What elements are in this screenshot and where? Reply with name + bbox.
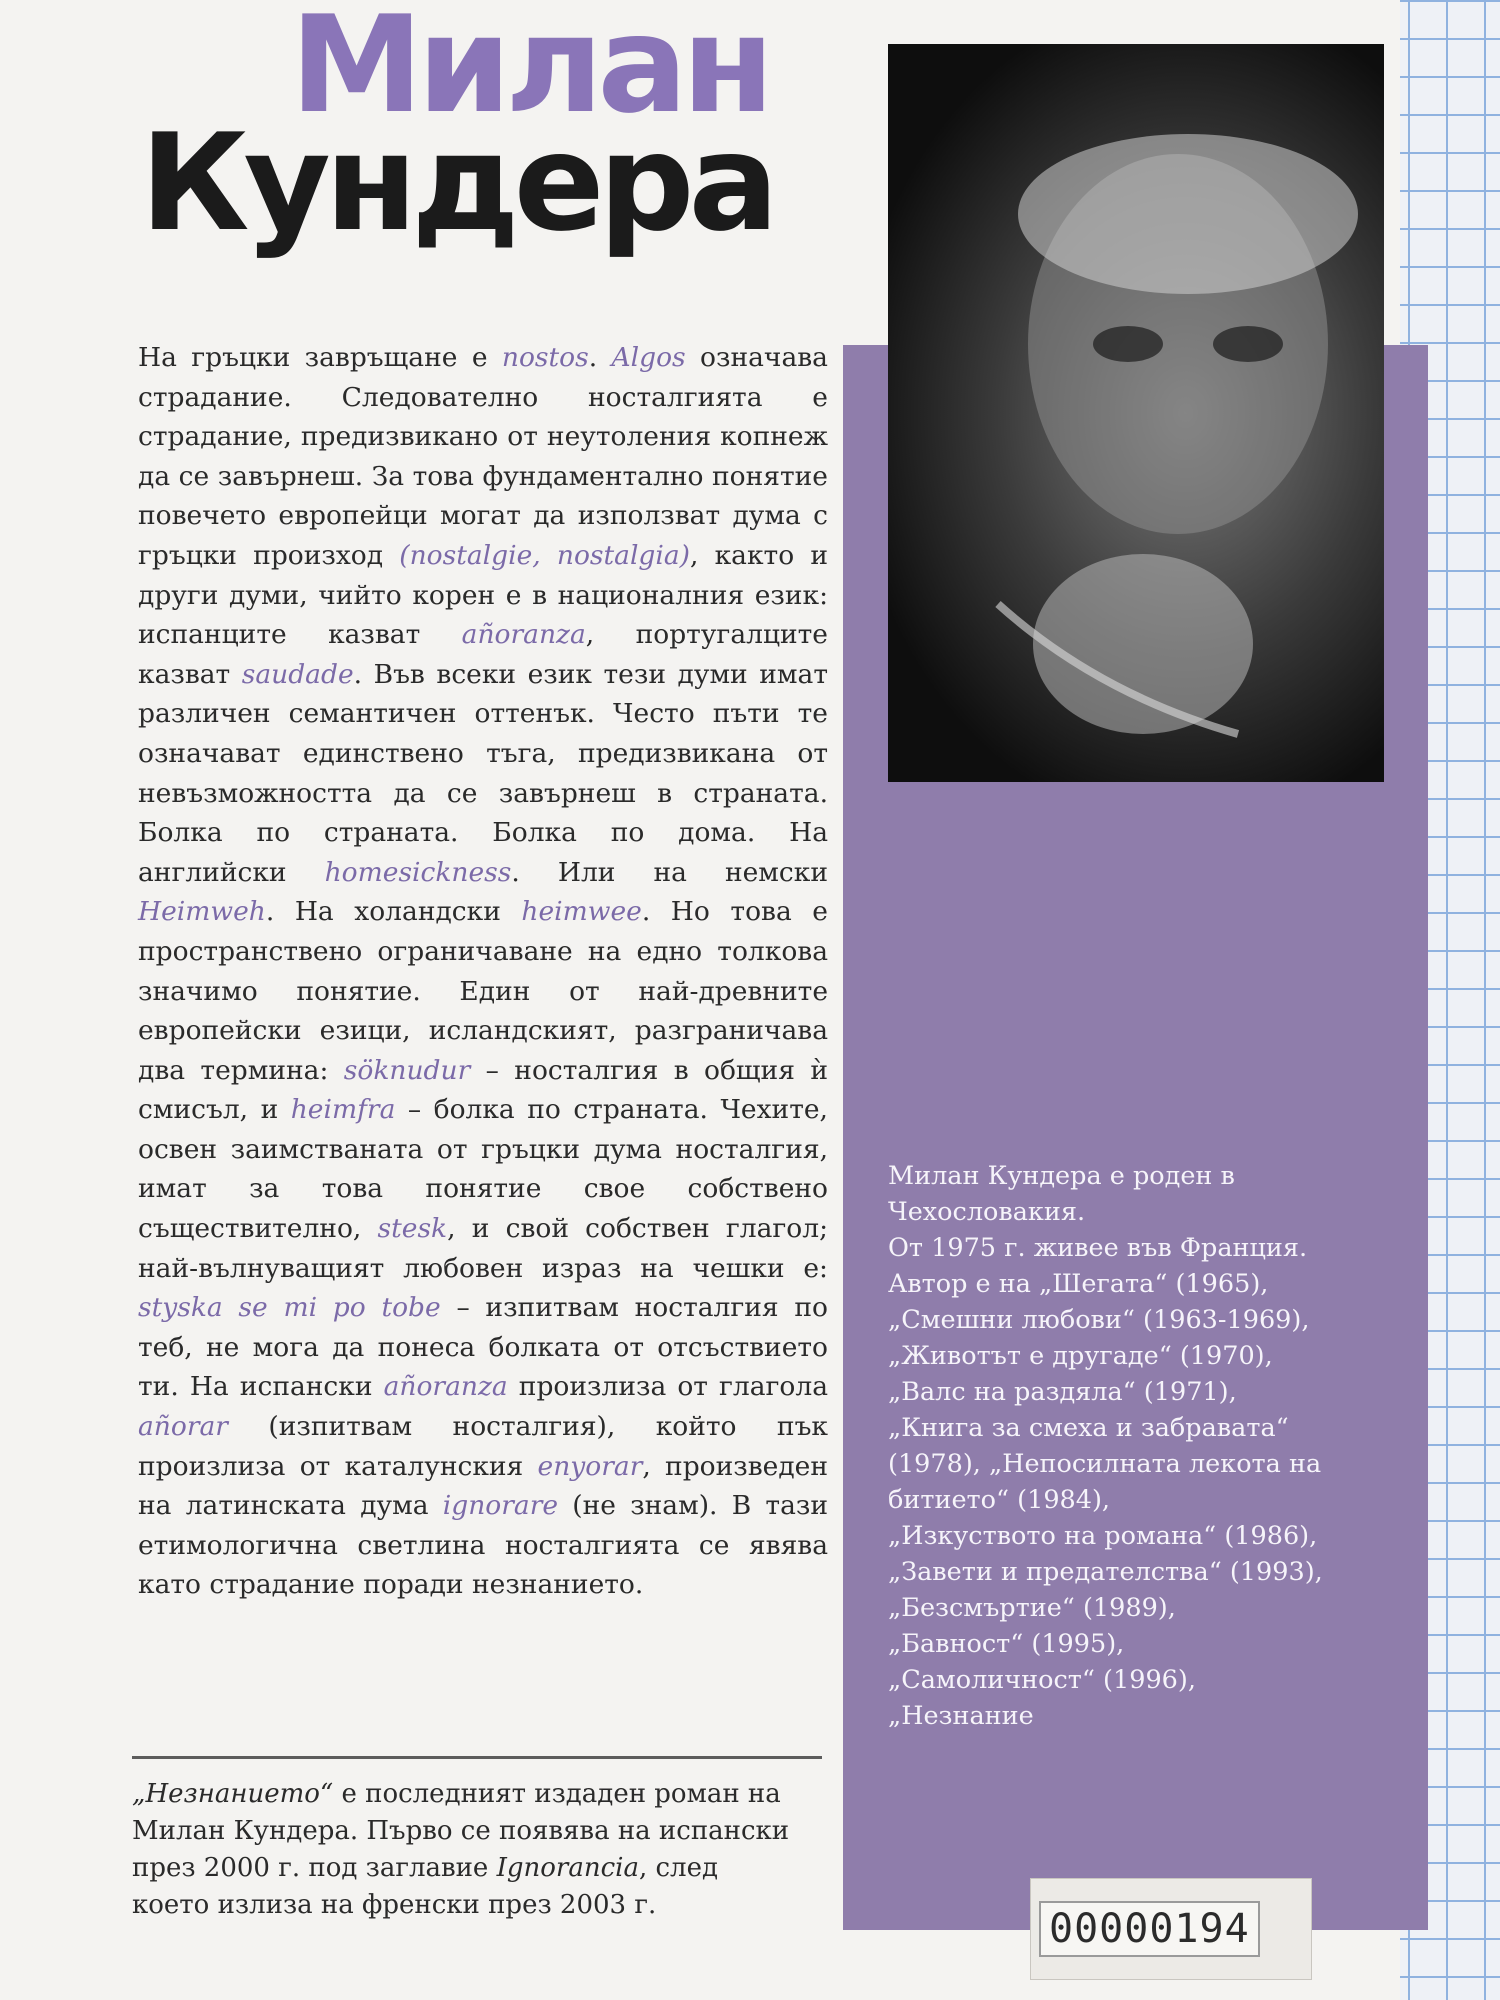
bio-line: От 1975 г. живее във Франция.: [888, 1233, 1308, 1263]
divider-rule: [132, 1756, 822, 1759]
bio-line: „Завети и предателства“ (1993),: [888, 1557, 1323, 1587]
author-photo: [888, 44, 1384, 782]
bio-line: „Самоличност“ (1996),: [888, 1665, 1196, 1695]
bio-line: Милан Кундера е роден в Чехословакия.: [888, 1161, 1235, 1227]
bio-line: „Книга за смеха и забравата“ (1978), „Непосилната лекота на битието“ (1984),: [888, 1413, 1322, 1515]
bio-line: „Валс на раздяла“ (1971),: [888, 1377, 1237, 1407]
bio-line: „Животът е другаде“ (1970),: [888, 1341, 1273, 1371]
bio-line: „Изкуството на романа“ (1986),: [888, 1521, 1318, 1551]
bio-line: „Безсмъртие“ (1989),: [888, 1593, 1176, 1623]
author-last-name: Кундера: [140, 105, 773, 261]
author-first-name: Милан: [290, 0, 769, 143]
bio-line: Автор е на „Шегата“ (1965),: [888, 1269, 1269, 1299]
bio-line: „Бавност“ (1995),: [888, 1629, 1125, 1659]
main-text: На гръцки завръщане е nostos. Algos означава страдание. Следователно носталгията е страдание, предизвикано от неутоления копнеж да се завърнеш. За това фундаментално понятие повечето европейци могат да използват дума с гръцки произход (nostalgie, nostalgia), както и други думи, чийто корен е в националния език: испанците казват añoranza, португалците казват saudade. Във всеки език тези думи имат различен семантичен оттенък. Често пъти те означават единствено тъга, предизвикана от невъзможността да се завърнеш в страната. Болка по страната. Болка по дома. На английски homesickness. Или на немски Heimweh. На холандски heimwee. Но това е пространствено ограничаване на едно толкова значимо понятие. Един от най-древните европейски езици, исландският, разграничава два термина: söknudur – носталгия в общия ѝ смисъл, и heimfra – болка по страната. Чехите, освен заимстваната от гръцки дума носталгия, имат за това понятие свое собствено съществително, stesk, и свой собствен глагол; най-вълнуващият любовен израз на чешки е: styska se mi po tobe – изпитвам носталгия по теб, не мога да понеса болката от отсъствието ти. На испански añoranza произлиза от глагола añorar (изпитвам носталгия), който пък произлиза от каталунския enyorar, произведен на латинската дума ignorare (не знам). В тази етимологична светлина носталгията се явява като страдание поради незнанието.: [138, 342, 829, 1601]
author-bio: [888, 1158, 1388, 1734]
novel-note: „Незнанието“ е последният издаден роман на Милан Кундера. Първо се появява на испански през 2000 г. под заглавие Ignorancia, след което излиза на френски през 2003 г.: [132, 1779, 790, 1920]
inventory-sticker: [1030, 1878, 1312, 1980]
bio-line: „Незнание: [888, 1701, 1034, 1731]
inventory-code: 00000194: [1039, 1901, 1260, 1957]
bio-line: „Смешни любови“ (1963-1969),: [888, 1305, 1310, 1335]
